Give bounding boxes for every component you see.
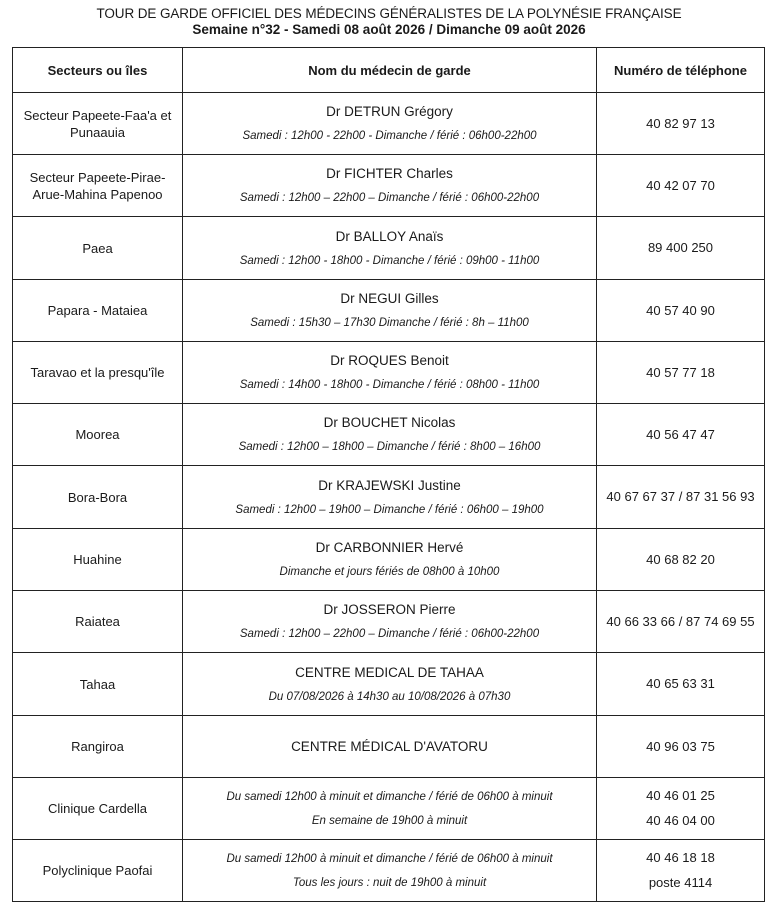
sector-name: Secteur Papeete-Faa'a et Punaauia <box>23 107 172 140</box>
sector-cell <box>13 280 183 342</box>
duty-hours: Samedi : 12h00 - 22h00 - Dimanche / férié : 06h00-22h00 <box>242 130 537 142</box>
sector-name: Taravao et la presqu'île <box>30 365 165 380</box>
sector-cell <box>13 342 183 404</box>
doctor-cell <box>183 280 597 342</box>
table-row <box>13 716 765 778</box>
duty-roster-table <box>12 47 765 902</box>
phone-number: 40 46 04 00 <box>646 813 715 828</box>
duty-hours: Du samedi 12h00 à minuit et dimanche / férié de 06h00 à minuit <box>226 790 553 803</box>
phone-number: 40 46 18 18 <box>646 850 715 865</box>
doctor-name: Dr ROQUES Benoit <box>330 353 449 368</box>
duty-hours: Samedi : 12h00 - 18h00 - Dimanche / férié : 09h00 - 11h00 <box>239 254 540 267</box>
sector-name: Bora-Bora <box>67 489 128 505</box>
phone-cell <box>597 716 765 778</box>
duty-hours: Samedi : 12h00 – 22h00 – Dimanche / férié : 06h00-22h00 <box>239 628 540 640</box>
column-header-phone: Numéro de téléphone <box>597 48 765 93</box>
doctor-name: Dr BOUCHET Nicolas <box>323 415 456 430</box>
phone-cell <box>597 217 765 280</box>
sector-cell <box>13 217 183 280</box>
duty-hours: Du 07/08/2026 à 14h30 au 10/08/2026 à 07h30 <box>268 690 511 703</box>
phone-cell <box>597 93 765 155</box>
sector-name: Huahine <box>73 552 122 567</box>
phone-cell <box>597 840 765 902</box>
sector-name: Rangiroa <box>71 739 124 754</box>
sector-cell <box>13 716 183 778</box>
phone-number: 40 42 07 70 <box>646 177 715 193</box>
phone-number: 40 46 01 25 <box>646 788 715 803</box>
phone-number: 40 82 97 13 <box>646 115 715 131</box>
sector-cell <box>13 404 183 466</box>
document-subtitle: Semaine n°32 - Samedi 08 août 2026 / Dimanche 09 août 2026 <box>192 22 586 37</box>
table-row <box>13 93 765 155</box>
table-row <box>13 280 765 342</box>
phone-number: 89 400 250 <box>647 240 714 255</box>
doctor-cell <box>183 404 597 466</box>
duty-hours: Du samedi 12h00 à minuit et dimanche / férié de 06h00 à minuit <box>226 852 553 865</box>
phone-cell <box>597 466 765 529</box>
sector-name: Moorea <box>75 427 120 442</box>
duty-hours: Samedi : 14h00 - 18h00 - Dimanche / férié : 08h00 - 11h00 <box>239 379 540 391</box>
phone-number: 40 66 33 66 / 87 74 69 55 <box>606 613 755 629</box>
doctor-name: Dr DETRUN Grégory <box>326 104 453 119</box>
doctor-name: Dr BALLOY Anaïs <box>335 228 444 244</box>
doctor-name: Dr NEGUI Gilles <box>340 291 439 306</box>
duty-hours: Tous les jours : nuit de 19h00 à minuit <box>292 876 487 889</box>
phone-number: 40 57 77 18 <box>646 364 715 380</box>
doctor-cell <box>183 529 597 591</box>
table-row <box>13 778 765 840</box>
doctor-name: Dr CARBONNIER Hervé <box>315 540 464 555</box>
doctor-cell <box>183 155 597 217</box>
table-row <box>13 653 765 716</box>
doctor-cell <box>183 342 597 404</box>
phone-cell <box>597 778 765 840</box>
sector-name: Papara - Mataiea <box>47 303 148 318</box>
column-header-sector: Secteurs ou îles <box>13 48 183 93</box>
sector-cell <box>13 93 183 155</box>
sector-name: Polyclinique Paofai <box>42 863 153 878</box>
duty-hours: En semaine de 19h00 à minuit <box>311 814 468 827</box>
duty-hours: Samedi : 12h00 – 22h00 – Dimanche / férié : 06h00-22h00 <box>239 192 540 204</box>
phone-number: 40 57 40 90 <box>646 302 715 318</box>
phone-cell <box>597 342 765 404</box>
doctor-cell <box>183 716 597 778</box>
doctor-name: CENTRE MÉDICAL D'AVATORU <box>291 738 488 754</box>
phone-cell <box>597 404 765 466</box>
table-row <box>13 466 765 529</box>
sector-cell <box>13 778 183 840</box>
table-row <box>13 529 765 591</box>
doctor-name: Dr KRAJEWSKI Justine <box>318 477 461 493</box>
duty-hours: Dimanche et jours fériés de 08h00 à 10h00 <box>279 566 500 578</box>
sector-name: Tahaa <box>79 676 116 692</box>
table-row <box>13 217 765 280</box>
phone-number: 40 65 63 31 <box>646 676 715 691</box>
table-row <box>13 591 765 653</box>
document-title: TOUR DE GARDE OFFICIEL DES MÉDECINS GÉNÉRALISTES DE LA POLYNÉSIE FRANÇAISE <box>96 6 682 21</box>
doctor-name: CENTRE MEDICAL DE TAHAA <box>295 664 484 680</box>
phone-number: 40 56 47 47 <box>646 426 715 442</box>
doctor-name: Dr JOSSERON Pierre <box>323 602 456 617</box>
phone-number: 40 67 67 37 / 87 31 56 93 <box>606 489 755 504</box>
duty-hours: Samedi : 12h00 – 18h00 – Dimanche / férié : 8h00 – 16h00 <box>238 441 541 453</box>
doctor-cell <box>183 778 597 840</box>
sector-name: Raiatea <box>75 614 120 629</box>
doctor-cell <box>183 93 597 155</box>
doctor-name: Dr FICHTER Charles <box>326 166 453 181</box>
phone-cell <box>597 591 765 653</box>
phone-cell <box>597 280 765 342</box>
sector-cell <box>13 529 183 591</box>
duty-hours: Samedi : 15h30 – 17h30 Dimanche / férié : 8h – 11h00 <box>250 317 529 329</box>
phone-number: poste 4114 <box>648 875 713 890</box>
doctor-cell <box>183 466 597 529</box>
doctor-cell <box>183 840 597 902</box>
phone-cell <box>597 653 765 716</box>
sector-cell <box>13 840 183 902</box>
table-row <box>13 840 765 902</box>
sector-cell <box>13 653 183 716</box>
table-row <box>13 155 765 217</box>
column-header-doctor: Nom du médecin de garde <box>183 48 597 93</box>
duty-hours: Samedi : 12h00 – 19h00 – Dimanche / férié : 06h00 – 19h00 <box>235 503 544 516</box>
table-header-row <box>13 48 765 93</box>
sector-cell <box>13 591 183 653</box>
sector-cell <box>13 155 183 217</box>
sector-name: Secteur Papeete-Pirae-Arue-Mahina Papenoo <box>29 169 166 202</box>
doctor-cell <box>183 217 597 280</box>
sector-name: Paea <box>82 240 113 256</box>
sector-name: Clinique Cardella <box>48 801 147 816</box>
phone-number: 40 68 82 20 <box>646 551 715 567</box>
table-row <box>13 342 765 404</box>
phone-cell <box>597 529 765 591</box>
phone-cell <box>597 155 765 217</box>
sector-cell <box>13 466 183 529</box>
doctor-cell <box>183 591 597 653</box>
phone-number: 40 96 03 75 <box>646 738 715 754</box>
table-row <box>13 404 765 466</box>
doctor-cell <box>183 653 597 716</box>
